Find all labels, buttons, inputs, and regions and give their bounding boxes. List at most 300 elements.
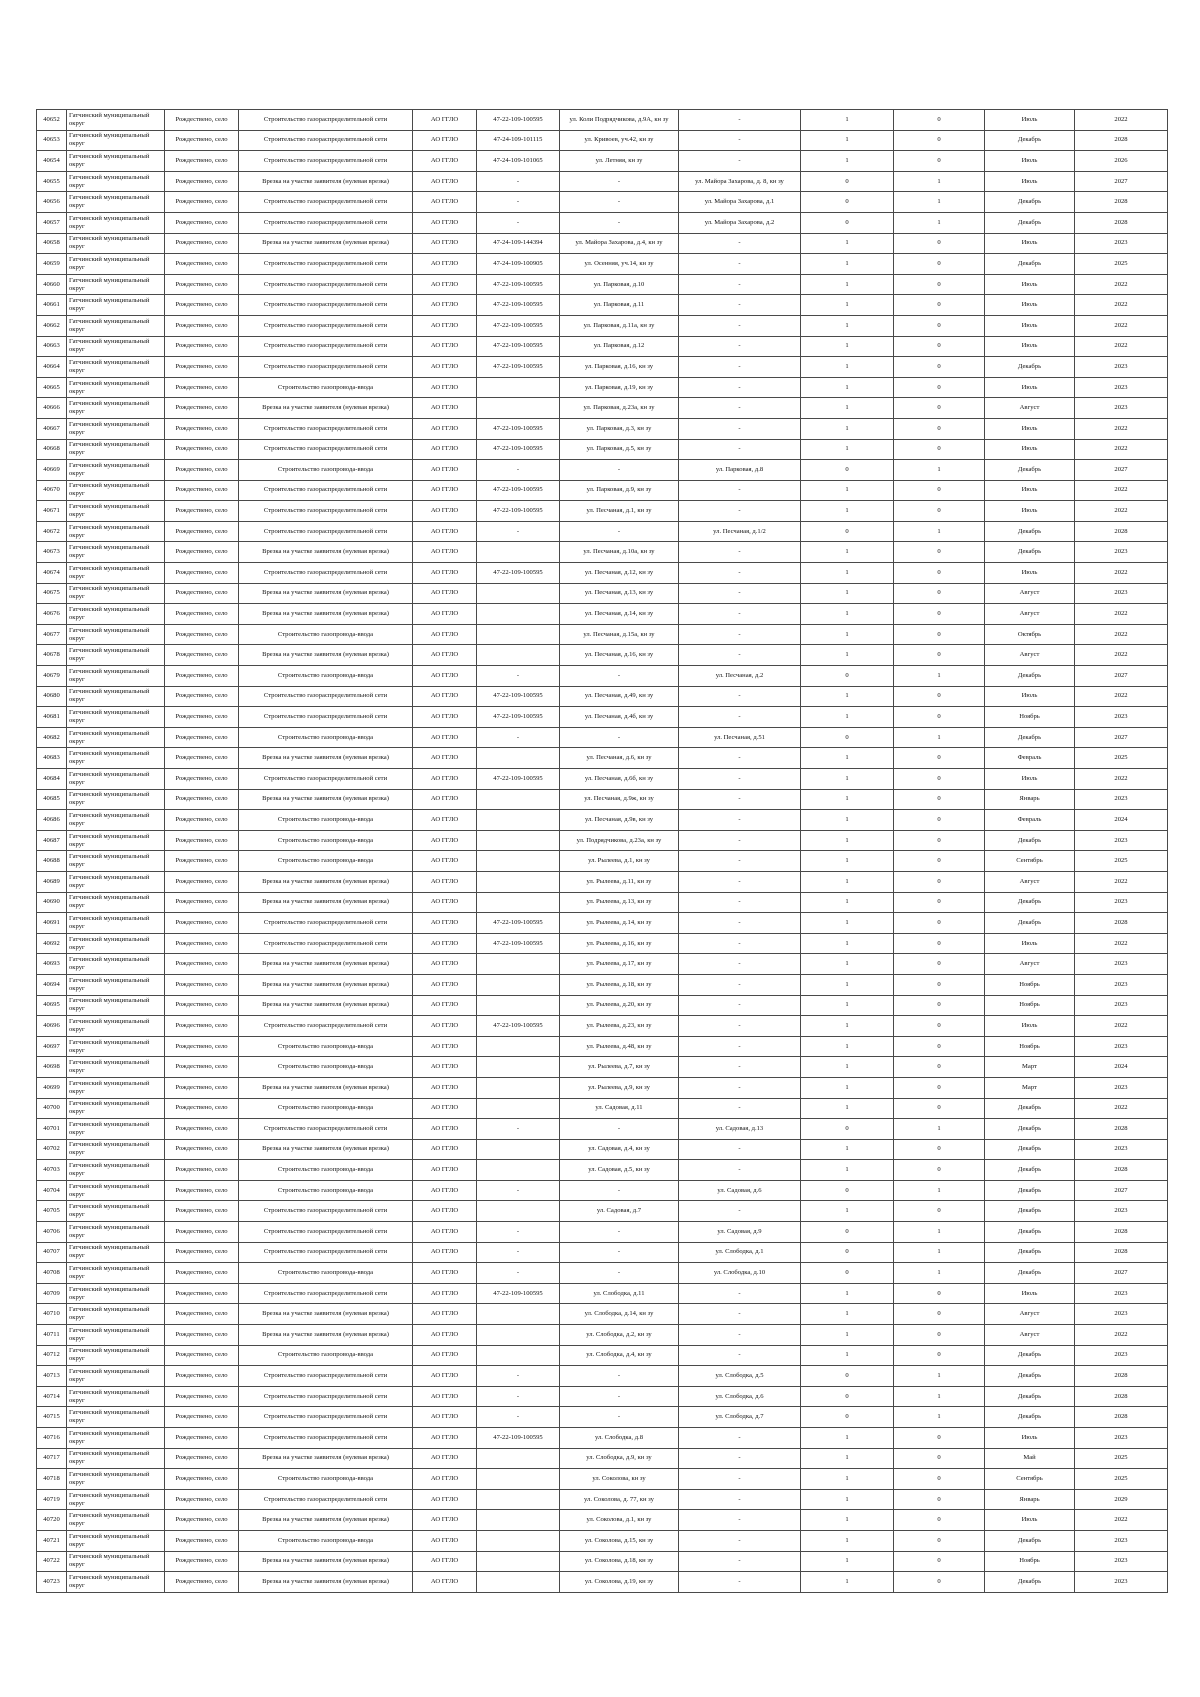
cell-month: Ноябрь — [985, 995, 1075, 1016]
cell-count-planned: 0 — [894, 1448, 985, 1469]
cell-organization: АО ГГЛО — [413, 954, 477, 975]
cell-address-with-cadastral: ул. Парковая, д.11 — [560, 295, 679, 316]
cell-work-type: Строительство газораспределительной сети — [239, 933, 413, 954]
table-row — [37, 460, 1168, 481]
cell-organization: АО ГГЛО — [413, 851, 477, 872]
cell-program-id: - — [477, 171, 560, 192]
cell-program-id — [477, 1530, 560, 1551]
cell-municipal-district: Гатчинский муниципальный округ — [67, 295, 165, 316]
cell-address-planned: ул. Майора Захарова, д. 8, кн зу — [679, 171, 801, 192]
cell-year: 2023 — [1075, 892, 1168, 913]
cell-row-number: 40666 — [37, 398, 67, 419]
cell-work-type: Строительство газораспределительной сети — [239, 151, 413, 172]
cell-year: 2022 — [1075, 1510, 1168, 1531]
cell-month: Декабрь — [985, 212, 1075, 233]
cell-count-connected: 1 — [801, 624, 894, 645]
cell-organization: АО ГГЛО — [413, 830, 477, 851]
cell-organization: АО ГГЛО — [413, 1057, 477, 1078]
cell-municipal-district: Гатчинский муниципальный округ — [67, 727, 165, 748]
cell-count-planned: 0 — [894, 110, 985, 131]
cell-program-id: 47-22-109-100595 — [477, 501, 560, 522]
cell-month: Август — [985, 645, 1075, 666]
cell-address-with-cadastral: ул. Песчаная, д.9в, кн зу — [560, 810, 679, 831]
cell-count-connected: 1 — [801, 583, 894, 604]
cell-work-type: Врезка на участке заявителя (нулевая врезка) — [239, 871, 413, 892]
table-row — [37, 1572, 1168, 1593]
cell-organization: АО ГГЛО — [413, 1530, 477, 1551]
cell-program-id — [477, 1077, 560, 1098]
table-row — [37, 1139, 1168, 1160]
cell-municipal-district: Гатчинский муниципальный округ — [67, 913, 165, 934]
cell-program-id — [477, 748, 560, 769]
cell-organization: АО ГГЛО — [413, 439, 477, 460]
cell-row-number: 40682 — [37, 727, 67, 748]
cell-row-number: 40679 — [37, 666, 67, 687]
cell-program-id: 47-22-109-100595 — [477, 563, 560, 584]
cell-count-planned: 0 — [894, 1551, 985, 1572]
cell-program-id: - — [477, 666, 560, 687]
cell-address-planned: - — [679, 1036, 801, 1057]
cell-organization: АО ГГЛО — [413, 233, 477, 254]
cell-address-planned: - — [679, 583, 801, 604]
cell-count-connected: 0 — [801, 666, 894, 687]
cell-year: 2023 — [1075, 707, 1168, 728]
cell-row-number: 40686 — [37, 810, 67, 831]
cell-organization: АО ГГЛО — [413, 1077, 477, 1098]
cell-address-with-cadastral: ул. Песчаная, д.49, кн зу — [560, 686, 679, 707]
cell-work-type: Врезка на участке заявителя (нулевая врезка) — [239, 604, 413, 625]
cell-address-with-cadastral: ул. Слободка, д.11 — [560, 1283, 679, 1304]
cell-count-planned: 0 — [894, 583, 985, 604]
cell-address-planned: - — [679, 501, 801, 522]
cell-count-planned: 0 — [894, 563, 985, 584]
cell-work-type: Врезка на участке заявителя (нулевая врезка) — [239, 645, 413, 666]
cell-work-type: Строительство газораспределительной сети — [239, 439, 413, 460]
cell-row-number: 40653 — [37, 130, 67, 151]
cell-year: 2028 — [1075, 521, 1168, 542]
cell-municipal-district: Гатчинский муниципальный округ — [67, 315, 165, 336]
cell-month: Декабрь — [985, 130, 1075, 151]
cell-program-id — [477, 1325, 560, 1346]
cell-row-number: 40715 — [37, 1407, 67, 1428]
cell-municipal-district: Гатчинский муниципальный округ — [67, 974, 165, 995]
cell-address-planned: ул. Садовая, д.6 — [679, 1180, 801, 1201]
cell-year: 2022 — [1075, 1098, 1168, 1119]
cell-count-planned: 0 — [894, 1283, 985, 1304]
cell-row-number: 40685 — [37, 789, 67, 810]
cell-count-connected: 1 — [801, 789, 894, 810]
cell-settlement: Рождествено, село — [165, 563, 239, 584]
cell-work-type: Строительство газопровода-ввода — [239, 1180, 413, 1201]
cell-program-id: 47-22-109-100595 — [477, 336, 560, 357]
cell-settlement: Рождествено, село — [165, 418, 239, 439]
cell-work-type: Строительство газораспределительной сети — [239, 254, 413, 275]
table-row — [37, 1551, 1168, 1572]
cell-year: 2027 — [1075, 727, 1168, 748]
cell-work-type: Строительство газопровода-ввода — [239, 377, 413, 398]
cell-address-with-cadastral: ул. Осенняя, уч.14, кн зу — [560, 254, 679, 275]
cell-row-number: 40662 — [37, 315, 67, 336]
cell-month: Декабрь — [985, 830, 1075, 851]
cell-address-planned: - — [679, 233, 801, 254]
cell-row-number: 40665 — [37, 377, 67, 398]
cell-count-connected: 1 — [801, 1489, 894, 1510]
cell-program-id: 47-22-109-100595 — [477, 315, 560, 336]
cell-month: Декабрь — [985, 1572, 1075, 1593]
cell-municipal-district: Гатчинский муниципальный округ — [67, 1530, 165, 1551]
cell-row-number: 40717 — [37, 1448, 67, 1469]
cell-municipal-district: Гатчинский муниципальный округ — [67, 1222, 165, 1243]
cell-address-planned: - — [679, 604, 801, 625]
cell-settlement: Рождествено, село — [165, 480, 239, 501]
cell-work-type: Строительство газопровода-ввода — [239, 666, 413, 687]
cell-count-connected: 0 — [801, 727, 894, 748]
cell-organization: АО ГГЛО — [413, 1283, 477, 1304]
cell-settlement: Рождествено, село — [165, 274, 239, 295]
cell-month: Декабрь — [985, 1366, 1075, 1387]
cell-year: 2025 — [1075, 254, 1168, 275]
cell-year: 2023 — [1075, 1428, 1168, 1449]
cell-work-type: Строительство газораспределительной сети — [239, 295, 413, 316]
cell-month: Январь — [985, 789, 1075, 810]
cell-work-type: Строительство газопровода-ввода — [239, 1160, 413, 1181]
cell-municipal-district: Гатчинский муниципальный округ — [67, 1119, 165, 1140]
cell-municipal-district: Гатчинский муниципальный округ — [67, 1180, 165, 1201]
cell-year: 2028 — [1075, 130, 1168, 151]
cell-address-with-cadastral: ул. Парковая, д.11а, кн зу — [560, 315, 679, 336]
cell-year: 2023 — [1075, 1345, 1168, 1366]
cell-program-id: 47-22-109-100595 — [477, 274, 560, 295]
cell-row-number: 40681 — [37, 707, 67, 728]
cell-count-planned: 1 — [894, 212, 985, 233]
cell-program-id — [477, 1572, 560, 1593]
cell-work-type: Строительство газораспределительной сети — [239, 274, 413, 295]
cell-settlement: Рождествено, село — [165, 933, 239, 954]
cell-organization: АО ГГЛО — [413, 1489, 477, 1510]
cell-municipal-district: Гатчинский муниципальный округ — [67, 1160, 165, 1181]
cell-month: Декабрь — [985, 1160, 1075, 1181]
cell-work-type: Строительство газораспределительной сети — [239, 1386, 413, 1407]
cell-month: Июль — [985, 769, 1075, 790]
cell-program-id: 47-22-109-100595 — [477, 357, 560, 378]
cell-address-with-cadastral: - — [560, 1263, 679, 1284]
cell-month: Июль — [985, 1283, 1075, 1304]
cell-row-number: 40684 — [37, 769, 67, 790]
cell-work-type: Врезка на участке заявителя (нулевая врезка) — [239, 789, 413, 810]
cell-municipal-district: Гатчинский муниципальный округ — [67, 1551, 165, 1572]
cell-municipal-district: Гатчинский муниципальный округ — [67, 789, 165, 810]
cell-work-type: Строительство газораспределительной сети — [239, 336, 413, 357]
table-row — [37, 1180, 1168, 1201]
table-row — [37, 1448, 1168, 1469]
cell-row-number: 40687 — [37, 830, 67, 851]
cell-count-planned: 0 — [894, 1530, 985, 1551]
cell-municipal-district: Гатчинский муниципальный округ — [67, 151, 165, 172]
cell-count-planned: 0 — [894, 686, 985, 707]
cell-address-planned: - — [679, 1304, 801, 1325]
cell-month: Июль — [985, 1510, 1075, 1531]
cell-municipal-district: Гатчинский муниципальный округ — [67, 933, 165, 954]
cell-address-planned: - — [679, 542, 801, 563]
cell-work-type: Строительство газораспределительной сети — [239, 212, 413, 233]
cell-month: Декабрь — [985, 1345, 1075, 1366]
cell-municipal-district: Гатчинский муниципальный округ — [67, 130, 165, 151]
cell-address-planned: - — [679, 336, 801, 357]
cell-month: Март — [985, 1057, 1075, 1078]
cell-organization: АО ГГЛО — [413, 1469, 477, 1490]
cell-year: 2022 — [1075, 686, 1168, 707]
cell-address-planned: - — [679, 1160, 801, 1181]
cell-settlement: Рождествено, село — [165, 295, 239, 316]
cell-count-planned: 0 — [894, 1139, 985, 1160]
table-row — [37, 830, 1168, 851]
cell-count-connected: 1 — [801, 830, 894, 851]
cell-address-planned: - — [679, 645, 801, 666]
cell-address-with-cadastral: ул. Песчаная, д.1, кн зу — [560, 501, 679, 522]
cell-count-connected: 1 — [801, 604, 894, 625]
cell-settlement: Рождествено, село — [165, 1304, 239, 1325]
cell-work-type: Строительство газопровода-ввода — [239, 460, 413, 481]
cell-row-number: 40683 — [37, 748, 67, 769]
table-row — [37, 583, 1168, 604]
cell-year: 2023 — [1075, 1572, 1168, 1593]
cell-settlement: Рождествено, село — [165, 1551, 239, 1572]
cell-program-id — [477, 583, 560, 604]
cell-address-with-cadastral: - — [560, 192, 679, 213]
cell-month: Декабрь — [985, 1098, 1075, 1119]
cell-row-number: 40723 — [37, 1572, 67, 1593]
cell-row-number: 40719 — [37, 1489, 67, 1510]
cell-address-with-cadastral: ул. Соколова, д.19, кн зу — [560, 1572, 679, 1593]
cell-year: 2022 — [1075, 418, 1168, 439]
cell-municipal-district: Гатчинский муниципальный округ — [67, 604, 165, 625]
table-row — [37, 1036, 1168, 1057]
cell-count-planned: 0 — [894, 1489, 985, 1510]
cell-count-planned: 1 — [894, 1407, 985, 1428]
table-body — [37, 110, 1168, 1593]
cell-program-id — [477, 604, 560, 625]
cell-settlement: Рождествено, село — [165, 151, 239, 172]
cell-address-with-cadastral: - — [560, 1386, 679, 1407]
cell-count-connected: 1 — [801, 130, 894, 151]
cell-month: Август — [985, 398, 1075, 419]
cell-month: Ноябрь — [985, 1551, 1075, 1572]
cell-program-id: 47-24-109-144394 — [477, 233, 560, 254]
cell-count-planned: 0 — [894, 1057, 985, 1078]
cell-organization: АО ГГЛО — [413, 1366, 477, 1387]
cell-settlement: Рождествено, село — [165, 377, 239, 398]
table-row — [37, 707, 1168, 728]
cell-organization: АО ГГЛО — [413, 1304, 477, 1325]
table-row — [37, 769, 1168, 790]
table-row — [37, 1098, 1168, 1119]
cell-municipal-district: Гатчинский муниципальный округ — [67, 1283, 165, 1304]
cell-address-planned: ул. Майора Захарова, д.1 — [679, 192, 801, 213]
cell-organization: АО ГГЛО — [413, 501, 477, 522]
cell-organization: АО ГГЛО — [413, 583, 477, 604]
table-row — [37, 274, 1168, 295]
cell-address-with-cadastral: ул. Песчаная, д.6, кн зу — [560, 748, 679, 769]
cell-program-id — [477, 974, 560, 995]
cell-year: 2029 — [1075, 1489, 1168, 1510]
cell-month: Июль — [985, 295, 1075, 316]
cell-row-number: 40673 — [37, 542, 67, 563]
cell-organization: АО ГГЛО — [413, 727, 477, 748]
cell-organization: АО ГГЛО — [413, 1139, 477, 1160]
cell-settlement: Рождествено, село — [165, 995, 239, 1016]
cell-year: 2023 — [1075, 954, 1168, 975]
table-row — [37, 1077, 1168, 1098]
cell-work-type: Врезка на участке заявителя (нулевая врезка) — [239, 1304, 413, 1325]
cell-settlement: Рождествено, село — [165, 1428, 239, 1449]
cell-program-id — [477, 954, 560, 975]
cell-year: 2025 — [1075, 1469, 1168, 1490]
cell-municipal-district: Гатчинский муниципальный округ — [67, 480, 165, 501]
cell-address-with-cadastral: ул. Парковая, д.3, кн зу — [560, 418, 679, 439]
cell-month: Декабрь — [985, 666, 1075, 687]
cell-address-with-cadastral: ул. Коли Подрядчикова, д.9А, кн зу — [560, 110, 679, 131]
cell-month: Август — [985, 871, 1075, 892]
cell-row-number: 40668 — [37, 439, 67, 460]
cell-row-number: 40703 — [37, 1160, 67, 1181]
cell-row-number: 40690 — [37, 892, 67, 913]
cell-work-type: Строительство газораспределительной сети — [239, 192, 413, 213]
cell-settlement: Рождествено, село — [165, 1572, 239, 1593]
cell-municipal-district: Гатчинский муниципальный округ — [67, 1489, 165, 1510]
cell-settlement: Рождествено, село — [165, 439, 239, 460]
cell-count-connected: 1 — [801, 974, 894, 995]
cell-work-type: Строительство газораспределительной сети — [239, 1119, 413, 1140]
cell-year: 2028 — [1075, 1407, 1168, 1428]
cell-address-with-cadastral: ул. Песчаная, д.12, кн зу — [560, 563, 679, 584]
cell-address-with-cadastral: ул. Рылеева, д.23, кн зу — [560, 1016, 679, 1037]
cell-row-number: 40702 — [37, 1139, 67, 1160]
cell-work-type: Врезка на участке заявителя (нулевая врезка) — [239, 1325, 413, 1346]
cell-count-planned: 0 — [894, 501, 985, 522]
cell-municipal-district: Гатчинский муниципальный округ — [67, 1510, 165, 1531]
cell-program-id: 47-22-109-100595 — [477, 686, 560, 707]
cell-address-with-cadastral: - — [560, 727, 679, 748]
gasification-schedule-table — [36, 109, 1168, 1593]
cell-municipal-district: Гатчинский муниципальный округ — [67, 418, 165, 439]
cell-address-planned: - — [679, 707, 801, 728]
cell-address-with-cadastral: ул. Садовая, д.5, кн зу — [560, 1160, 679, 1181]
cell-municipal-district: Гатчинский муниципальный округ — [67, 1098, 165, 1119]
cell-row-number: 40660 — [37, 274, 67, 295]
cell-month: Сентябрь — [985, 1469, 1075, 1490]
cell-month: Декабрь — [985, 1407, 1075, 1428]
cell-month: Август — [985, 954, 1075, 975]
cell-program-id — [477, 1036, 560, 1057]
table-row — [37, 686, 1168, 707]
cell-work-type: Строительство газораспределительной сети — [239, 1016, 413, 1037]
cell-count-connected: 1 — [801, 1325, 894, 1346]
table-row — [37, 892, 1168, 913]
cell-program-id: 47-22-109-100595 — [477, 439, 560, 460]
cell-month: Июль — [985, 377, 1075, 398]
cell-row-number: 40657 — [37, 212, 67, 233]
cell-month: Декабрь — [985, 254, 1075, 275]
cell-count-planned: 0 — [894, 542, 985, 563]
table-row — [37, 1283, 1168, 1304]
cell-row-number: 40711 — [37, 1325, 67, 1346]
cell-address-with-cadastral: ул. Рылеева, д.7, кн зу — [560, 1057, 679, 1078]
cell-address-planned: - — [679, 1098, 801, 1119]
table-row — [37, 1489, 1168, 1510]
cell-year: 2028 — [1075, 1386, 1168, 1407]
cell-address-with-cadastral: - — [560, 1180, 679, 1201]
cell-row-number: 40708 — [37, 1263, 67, 1284]
cell-organization: АО ГГЛО — [413, 1201, 477, 1222]
cell-program-id: 47-22-109-100595 — [477, 418, 560, 439]
table-row — [37, 418, 1168, 439]
cell-organization: АО ГГЛО — [413, 1572, 477, 1593]
cell-count-connected: 1 — [801, 1572, 894, 1593]
cell-count-connected: 1 — [801, 1428, 894, 1449]
cell-municipal-district: Гатчинский муниципальный округ — [67, 274, 165, 295]
cell-address-with-cadastral: ул. Рылеева, д.11, кн зу — [560, 871, 679, 892]
cell-row-number: 40707 — [37, 1242, 67, 1263]
cell-count-connected: 1 — [801, 707, 894, 728]
cell-program-id: - — [477, 1180, 560, 1201]
cell-row-number: 40659 — [37, 254, 67, 275]
cell-program-id — [477, 1098, 560, 1119]
cell-count-planned: 1 — [894, 460, 985, 481]
cell-work-type: Строительство газопровода-ввода — [239, 1057, 413, 1078]
cell-organization: АО ГГЛО — [413, 336, 477, 357]
cell-municipal-district: Гатчинский муниципальный округ — [67, 110, 165, 131]
cell-settlement: Рождествено, село — [165, 954, 239, 975]
cell-count-planned: 0 — [894, 233, 985, 254]
cell-address-planned: - — [679, 624, 801, 645]
cell-municipal-district: Гатчинский муниципальный округ — [67, 398, 165, 419]
cell-count-connected: 0 — [801, 1119, 894, 1140]
cell-settlement: Рождествено, село — [165, 1098, 239, 1119]
cell-settlement: Рождествено, село — [165, 1057, 239, 1078]
cell-count-planned: 0 — [894, 1510, 985, 1531]
cell-row-number: 40692 — [37, 933, 67, 954]
cell-address-planned: - — [679, 377, 801, 398]
cell-year: 2022 — [1075, 336, 1168, 357]
cell-year: 2023 — [1075, 1036, 1168, 1057]
cell-municipal-district: Гатчинский муниципальный округ — [67, 377, 165, 398]
cell-row-number: 40674 — [37, 563, 67, 584]
cell-program-id: - — [477, 727, 560, 748]
cell-municipal-district: Гатчинский муниципальный округ — [67, 583, 165, 604]
cell-address-planned: - — [679, 913, 801, 934]
cell-count-connected: 1 — [801, 1551, 894, 1572]
cell-settlement: Рождествено, село — [165, 686, 239, 707]
cell-program-id: - — [477, 460, 560, 481]
cell-year: 2023 — [1075, 1139, 1168, 1160]
table-row — [37, 624, 1168, 645]
cell-month: Декабрь — [985, 1386, 1075, 1407]
cell-program-id — [477, 871, 560, 892]
cell-organization: АО ГГЛО — [413, 151, 477, 172]
cell-organization: АО ГГЛО — [413, 295, 477, 316]
cell-row-number: 40661 — [37, 295, 67, 316]
cell-month: Декабрь — [985, 1242, 1075, 1263]
cell-row-number: 40716 — [37, 1428, 67, 1449]
cell-settlement: Рождествено, село — [165, 1139, 239, 1160]
cell-count-planned: 0 — [894, 1016, 985, 1037]
cell-address-with-cadastral: ул. Садовая, д.4, кн зу — [560, 1139, 679, 1160]
cell-address-planned: - — [679, 1510, 801, 1531]
cell-address-planned: ул. Песчаная, д.2 — [679, 666, 801, 687]
cell-row-number: 40718 — [37, 1469, 67, 1490]
cell-settlement: Рождествено, село — [165, 810, 239, 831]
cell-count-connected: 0 — [801, 1407, 894, 1428]
